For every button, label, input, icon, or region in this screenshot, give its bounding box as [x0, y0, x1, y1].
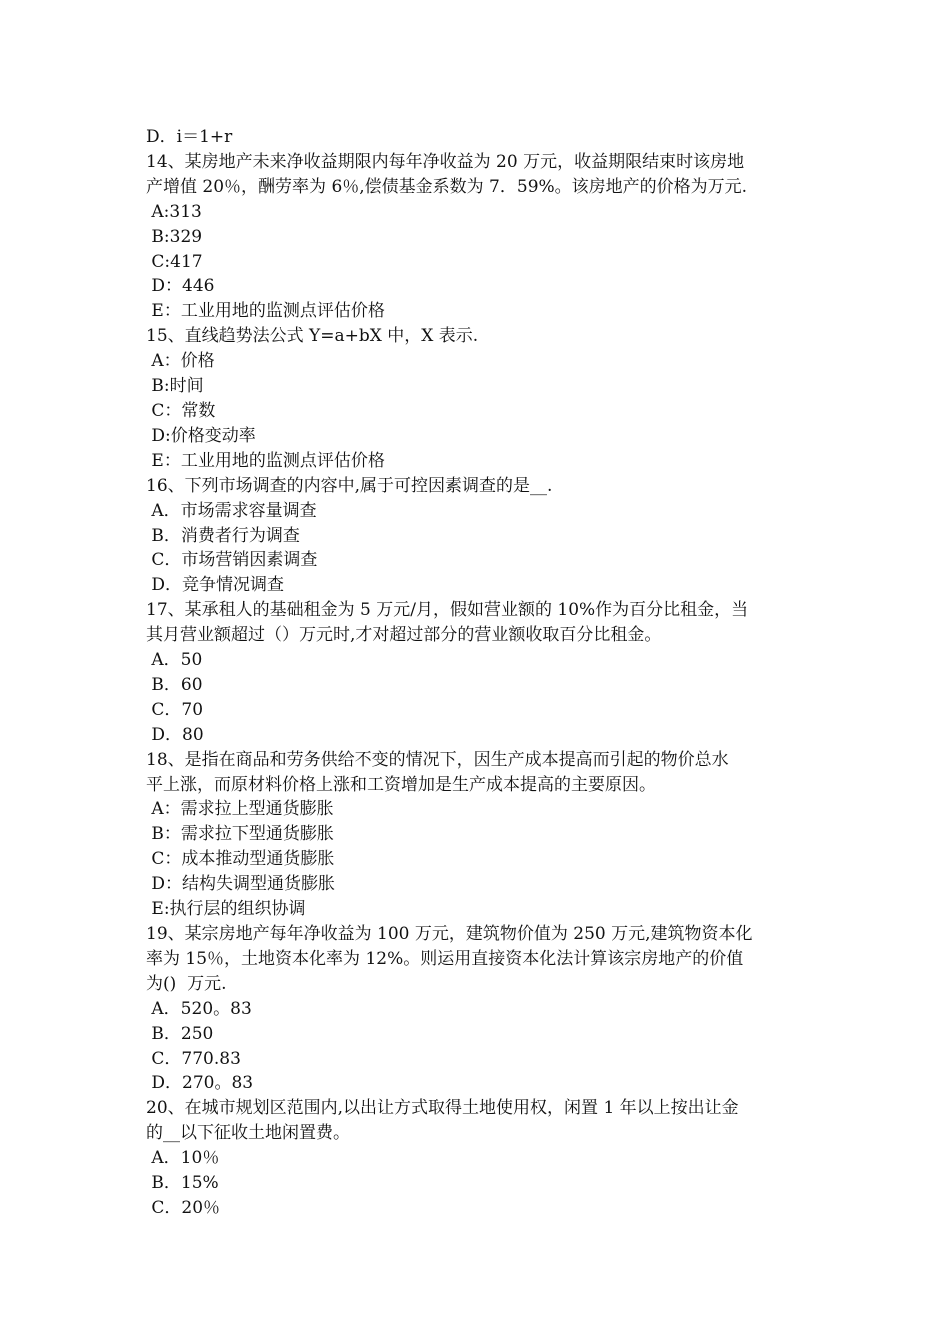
option-line: B．60 [146, 674, 203, 695]
option-line: A．520。83 [146, 998, 252, 1019]
option-line: D．270。83 [146, 1073, 254, 1094]
option-line: A：需求拉上型通货膨胀 [146, 799, 334, 820]
option-line: A：价格 [146, 351, 215, 372]
option-line: B：需求拉下型通货膨胀 [146, 824, 334, 845]
option-line: B:时间 [146, 376, 204, 397]
question-15-text: 15、直线趋势法公式 Y=a+bX 中，X 表示. [146, 326, 479, 347]
question-17-text-line-1: 17、某承租人的基础租金为 5 万元/月，假如营业额的 10%作为百分比租金，当 [146, 600, 749, 621]
question-14-text-line-1: 14、某房地产未来净收益期限内每年净收益为 20 万元，收益期限结束时该房地 [146, 151, 745, 172]
option-line: A．50 [146, 650, 203, 671]
question-14-text-line-2: 产增值 20％，酬劳率为 6％,偿债基金系数为 7．59%。该房地产的价格为万元. [146, 176, 748, 197]
option-line: C:417 [146, 251, 203, 272]
option-line: D:价格变动率 [146, 425, 256, 446]
text-line: D．i＝1+r [146, 127, 233, 147]
option-line: E:执行层的组织协调 [146, 899, 306, 920]
option-line: D．80 [146, 724, 204, 745]
question-20-text-line-1: 20、在城市规划区范围内,以出让方式取得土地使用权，闲置 1 年以上按出让金 [146, 1098, 739, 1119]
question-17-text-line-2: 其月营业额超过（）万元时,才对超过部分的营业额收取百分比租金。 [146, 625, 662, 646]
option-line: C．70 [146, 699, 204, 720]
option-line: D．竞争情况调查 [146, 575, 285, 596]
question-16-text: 16、下列市场调查的内容中,属于可控因素调查的是__. [146, 475, 553, 496]
question-18-text-line-1: 18、是指在商品和劳务供给不变的情况下，因生产成本提高而引起的物价总水 [146, 749, 729, 770]
option-line: E：工业用地的监测点评估价格 [146, 450, 385, 471]
question-19-text-line-2: 率为 15％，土地资本化率为 12%。则运用直接资本化法计算该宗房地产的价值 [146, 948, 744, 969]
option-line: C．市场营销因素调查 [146, 550, 318, 571]
option-line: C：成本推动型通货膨胀 [146, 849, 335, 870]
option-line: E：工业用地的监测点评估价格 [146, 301, 385, 322]
option-line: C．770.83 [146, 1048, 241, 1069]
document-body [146, 125, 811, 1221]
option-line: A．10％ [146, 1148, 220, 1169]
question-19-text-line-3: 为() 万元. [146, 973, 227, 994]
option-line: C．20％ [146, 1197, 221, 1218]
option-line: D：结构失调型通货膨胀 [146, 874, 336, 895]
option-line: C：常数 [146, 400, 216, 421]
option-line: D：446 [146, 276, 215, 297]
option-line: B:329 [146, 226, 203, 247]
question-18-text-line-2: 平上涨，而原材料价格上涨和工资增加是生产成本提高的主要原因。 [146, 774, 656, 795]
option-line: A:313 [146, 201, 202, 222]
question-19-text-line-1: 19、某宗房地产每年净收益为 100 万元，建筑物价值为 250 万元,建筑物资本化 [146, 924, 753, 944]
question-20-text-line-2: 的__以下征收土地闲置费。 [146, 1123, 350, 1144]
option-line: B．250 [146, 1023, 214, 1044]
option-line: A．市场需求容量调查 [146, 500, 317, 521]
option-line: B．消费者行为调查 [146, 525, 300, 546]
option-line: B．15% [146, 1173, 219, 1194]
